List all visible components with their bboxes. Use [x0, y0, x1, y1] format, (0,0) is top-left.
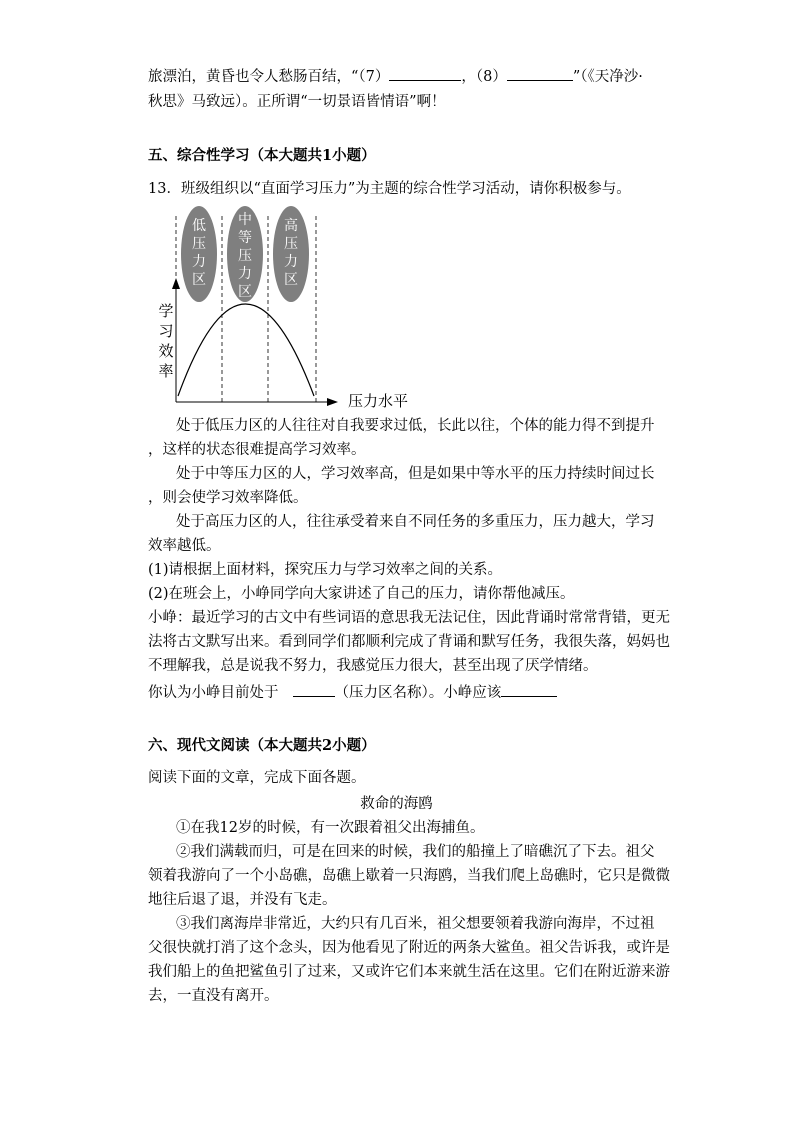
material-p1-line1: 处于低压力区的人往往对自我要求过低，长此以往，个体的能力得不到提升 [176, 418, 655, 434]
y-label-char: 率 [158, 362, 174, 380]
pressure-efficiency-chart [148, 200, 428, 412]
zone-char: 区 [192, 272, 206, 288]
material-p3-line2: 效率越低。 [148, 538, 221, 554]
answer-prompt: 你认为小峥目前处于 [148, 685, 279, 701]
zone-char: 等 [238, 230, 252, 246]
zone-char: 压 [238, 248, 252, 264]
article-p1: ①在我12岁的时候，有一次跟着祖父出海捕鱼。 [176, 820, 485, 836]
article-p3-line1: ③我们离海岸非常近，大约只有几百米，祖父想要领着我游向海岸，不过祖 [176, 916, 655, 932]
poem-text: 旅漂泊，黄昏也令人愁肠百结，“（7） [148, 69, 390, 85]
zone-char: 高 [284, 218, 298, 234]
zone-char: 压 [192, 236, 206, 252]
poem-line-1 [148, 66, 668, 87]
article-p3-line3: 我们船上的鱼把鲨鱼引了过来，又或许它们本来就生活在这里。它们在附近游来游 [148, 964, 670, 980]
article-p2-line1: ②我们满载而归，可是在回来的时候，我们的船撞上了暗礁沉了下去。祖父 [176, 844, 655, 860]
y-axis-arrow-icon [172, 278, 180, 289]
zone-char: 力 [284, 254, 298, 270]
answer-blank-7[interactable] [389, 66, 461, 81]
zone-char: 力 [192, 254, 206, 270]
zone-char: 区 [284, 272, 298, 288]
article-p3-line2: 父很快就打消了这个念头，因为他看见了附近的两条大鲨鱼。祖父告诉我，或许是 [148, 940, 670, 956]
efficiency-curve [178, 304, 314, 396]
reading-intro: 阅读下面的文章，完成下面各题。 [148, 770, 366, 786]
answer-prompt: （压力区名称）。小峥应该 [334, 685, 502, 701]
story-line-1: 小峥：最近学习的古文中有些词语的意思我无法记住，因此背诵时常常背错，更无 [148, 610, 670, 626]
zone-char: 低 [192, 218, 206, 234]
answer-line [148, 682, 668, 703]
y-label-char: 学 [158, 302, 174, 320]
zone-char: 力 [238, 266, 252, 282]
poem-text: ，（8） [461, 69, 507, 85]
article-title: 救命的海鸥 [360, 796, 433, 812]
section-heading: 五、综合性学习（本大题共1小题） [148, 147, 376, 164]
y-label-char: 效 [158, 342, 174, 360]
answer-blank-8[interactable] [507, 66, 573, 81]
story-line-3: 不理解我，总是说我不努力，我感觉压力很大，甚至出现了厌学情绪。 [148, 658, 598, 674]
y-label-char: 习 [158, 322, 174, 340]
article-p2-line3: 地往后退了退，并没有飞走。 [148, 892, 337, 908]
x-axis-arrow-icon [327, 398, 338, 406]
poem-text: ”（《天净沙· [572, 69, 643, 85]
story-line-2: 法将古文默写出来。看到同学们都顺利完成了背诵和默写任务，我很失落，妈妈也 [148, 634, 670, 650]
question-13: 13．班级组织以“直面学习压力”为主题的综合性学习活动，请你积极参与。 [148, 181, 631, 197]
answer-blank-zone[interactable] [293, 682, 335, 697]
material-p2-line1: 处于中等压力区的人，学习效率高，但是如果中等水平的压力持续时间过长 [176, 466, 655, 482]
poem-line-2: 秋思》马致远）。正所谓“一切景语皆情语”啊！ [148, 94, 446, 110]
material-p2-line2: ，则会使学习效率降低。 [148, 490, 308, 506]
x-axis-label: 压力水平 [348, 392, 409, 410]
sub-question-2: (2)在班会上，小峥同学向大家讲述了自己的压力，请你帮他减压。 [148, 586, 575, 602]
section-heading: 六、现代文阅读（本大题共2小题） [148, 737, 376, 754]
sub-question-1: (1)请根据上面材料，探究压力与学习效率之间的关系。 [148, 562, 503, 578]
y-axis-label [158, 302, 173, 380]
answer-blank-advice[interactable] [501, 682, 557, 697]
zone-char: 压 [284, 236, 298, 252]
zone-mid-label [238, 211, 252, 300]
article-p2-line2: 领着我游向了一个小岛礁，岛礁上歇着一只海鸥，当我们爬上岛礁时，它只是微微 [148, 868, 670, 884]
zone-char: 区 [238, 284, 252, 300]
article-p3-line4: 去，一直没有离开。 [148, 988, 279, 1004]
material-p3-line1: 处于高压力区的人，往往承受着来自不同任务的多重压力，压力越大，学习 [176, 514, 655, 530]
material-p1-line2: ，这样的状态很难提高学习效率。 [148, 442, 366, 458]
zone-char: 中 [238, 212, 252, 228]
